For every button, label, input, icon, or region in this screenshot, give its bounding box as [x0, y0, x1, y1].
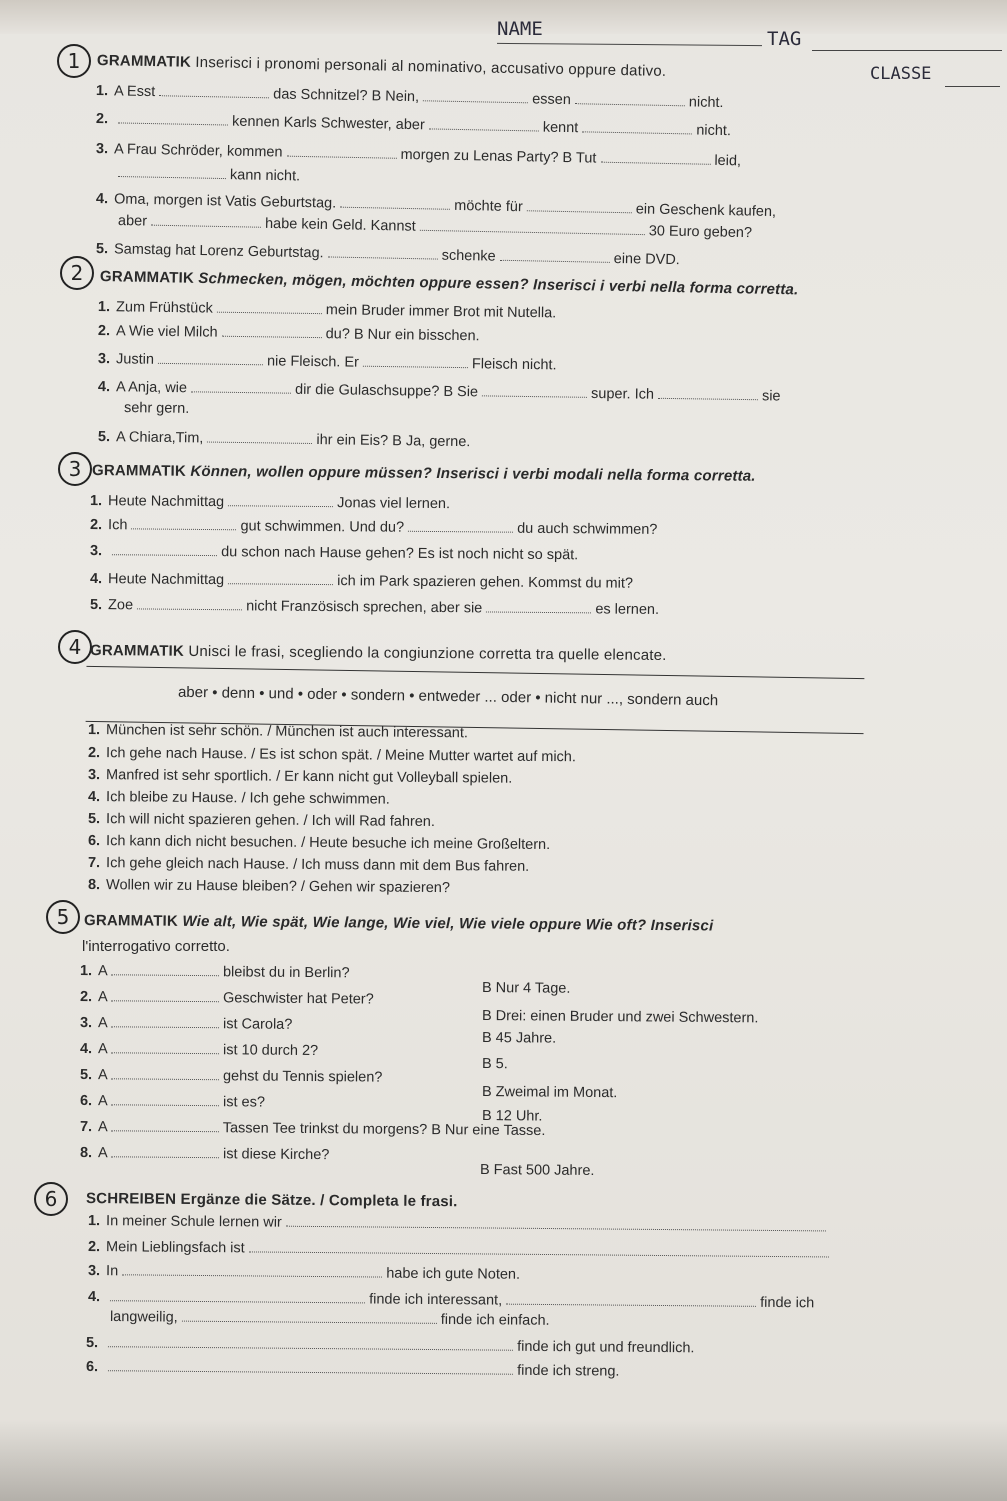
s2-line-2: 2. A Wie viel Milch du? B Nur ein bisschen. — [97, 323, 480, 345]
s3-line-4: 4. Heute Nachmittag ich im Park spazieren gehen. Kommst du mit? — [89, 571, 634, 592]
s4-line-7: 7. Ich gehe gleich nach Hause. / Ich muss dann mit dem Bus fahren. — [87, 855, 530, 875]
s5-answer-5: B Zweimal im Monat. — [481, 1084, 618, 1102]
section-5-title — [84, 912, 713, 934]
section-6-instruction: Ergänze die Sätze. / Completa le frasi. — [180, 1190, 458, 1211]
s2-line-5: 5. A Chiara,Tim, ihr ein Eis? B Ja, gerne. — [97, 429, 471, 451]
s5-line-4: 4. A ist 10 durch 2? — [79, 1041, 319, 1060]
s5-answer-6: B 12 Uhr. — [481, 1108, 543, 1125]
s6-line-1: 1. In meiner Schule lernen wir — [88, 1212, 826, 1235]
day-line — [812, 50, 1002, 51]
s5-line-1: 1. A bleibst du in Berlin? — [79, 963, 350, 982]
section-2-label: GRAMMATIK — [99, 268, 195, 287]
section-2-title — [100, 268, 799, 298]
section-2-instruction: Schmecken, mögen, möchten oppure essen? Inserisci i verbi nella forma corretta. — [198, 269, 799, 299]
s4-line-1: 1. München ist sehr schön. / München ist auch interessant. — [87, 722, 469, 742]
section-3-number: 3 — [58, 452, 92, 486]
s6-line-4b: langweilig, finde ich einfach. — [109, 1309, 550, 1329]
s5-answer-1: B Nur 4 Tage. — [481, 980, 571, 997]
section-4-number: 4 — [58, 630, 92, 664]
s4-line-2: 2. Ich gehe nach Hause. / Es ist schon spät. / Meine Mutter wartet auf mich. — [87, 745, 577, 766]
section-5-instruction-2: l'interrogativo corretto. — [82, 938, 230, 955]
s5-line-7: 7. A Tassen Tee trinkst du morgens? B Nur eine Tasse. — [79, 1119, 546, 1140]
section-6-number: 6 — [34, 1182, 68, 1216]
s5-answer-2: B Drei: einen Bruder und zwei Schwestern. — [481, 1008, 759, 1027]
day-label: TAG — [767, 28, 802, 50]
section-5-label: GRAMMATIK — [83, 912, 179, 930]
name-line — [497, 43, 762, 46]
s2-line-4: 4. A Anja, wie dir die Gulaschsuppe? B Sie super. Ich sie — [97, 379, 781, 405]
section-1-title — [97, 52, 667, 80]
s5-answer-8: B Fast 500 Jahre. — [479, 1162, 595, 1179]
s1-line-3b: kann nicht. — [118, 164, 300, 184]
s3-line-3: 3. du schon nach Hause gehen? Es ist noch nicht so spät. — [89, 543, 579, 564]
s6-line-4: 4. finde ich interessant, finde ich — [87, 1289, 815, 1312]
s5-answer-4: B 5. — [481, 1056, 508, 1073]
s4-line-4: 4. Ich bleibe zu Hause. / Ich gehe schwimmen. — [87, 789, 390, 808]
s3-line-5: 5. Zoe nicht Französisch sprechen, aber sie es lernen. — [89, 597, 660, 618]
section-3-instruction: Können, wollen oppure müssen? Inserisci i verbi modali nella forma corretta. — [190, 462, 756, 485]
s5-answer-3: B 45 Jahre. — [481, 1030, 557, 1047]
s6-line-5: 5. finde ich gut und freundlich. — [85, 1335, 695, 1357]
s1-line-2: 2. kennen Karls Schwester, aber kennt nicht. — [95, 111, 732, 140]
section-1-instruction: Inserisci i pronomi personali al nominativo, accusativo oppure dativo. — [195, 53, 667, 80]
s4-line-3: 3. Manfred ist sehr sportlich. / Er kann nicht gut Volleyball spielen. — [87, 767, 513, 787]
name-label: NAME — [497, 18, 543, 40]
s2-line-1: 1. Zum Frühstück mein Bruder immer Brot mit Nutella. — [97, 299, 557, 322]
bottom-shadow — [0, 1420, 1007, 1501]
s5-line-6: 6. A ist es? — [79, 1093, 266, 1111]
section-6-label: SCHREIBEN — [85, 1190, 177, 1208]
section-2-number: 2 — [60, 256, 94, 290]
s6-line-3: 3. In habe ich gute Noten. — [87, 1263, 521, 1283]
s1-line-5: 5. Samstag hat Lorenz Geburtstag. schenke eine DVD. — [95, 241, 680, 269]
s1-line-1: 1. A Esst das Schnitzel? B Nein, essen nicht. — [95, 83, 724, 112]
section-4-instruction: Unisci le frasi, scegliendo la congiunzione corretta tra quelle elencate. — [188, 642, 667, 665]
s5-line-8: 8. A ist diese Kirche? — [79, 1145, 330, 1164]
s4-line-8: 8. Wollen wir zu Hause bleiben? / Gehen wir spazieren? — [87, 877, 451, 897]
class-line — [945, 86, 1000, 87]
s6-line-2: 2. Mein Lieblingsfach ist — [88, 1238, 829, 1261]
s5-line-2: 2. A Geschwister hat Peter? — [79, 989, 374, 1008]
section-6-title — [86, 1190, 458, 1210]
s1-line-4: 4. Oma, morgen ist Vatis Geburtstag. möchte für ein Geschenk kaufen, — [95, 191, 777, 221]
section-3-title — [92, 462, 756, 485]
s2-line-3: 3. Justin nie Fleisch. Er Fleisch nicht. — [97, 351, 557, 374]
section-4-title — [90, 642, 667, 664]
s3-line-1: 1. Heute Nachmittag Jonas viel lernen. — [89, 493, 451, 513]
s5-line-3: 3. A ist Carola? — [79, 1015, 293, 1033]
s6-line-6: 6. finde ich streng. — [85, 1359, 620, 1380]
section-4-label: GRAMMATIK — [89, 642, 185, 660]
section-5-number: 5 — [46, 900, 80, 934]
s4-line-5: 5. Ich will nicht spazieren gehen. / Ich will Rad fahren. — [87, 811, 435, 831]
conjunction-options: aber • denn • und • oder • sondern • entweder ... oder • nicht nur ..., sondern auch — [177, 683, 719, 710]
s4-line-6: 6. Ich kann dich nicht besuchen. / Heute besuche ich meine Großeltern. — [87, 833, 551, 854]
section-3-label: GRAMMATIK — [91, 462, 187, 480]
s3-line-2: 2. Ich gut schwimmen. Und du? du auch schwimmen? — [89, 517, 658, 538]
s2-line-4b: sehr gern. — [123, 400, 190, 417]
s1-line-3: 3. A Frau Schröder, kommen morgen zu Lenas Party? B Tut leid, — [95, 141, 742, 170]
section-5-instruction: Wie alt, Wie spät, Wie lange, Wie viel, Wie viele oppure Wie oft? Inserisci — [182, 912, 714, 935]
s5-line-5: 5. A gehst du Tennis spielen? — [79, 1067, 383, 1086]
s1-line-4b: aber habe kein Geld. Kannst 30 Euro geben? — [117, 213, 753, 242]
section-1-label: GRAMMATIK — [96, 52, 192, 71]
class-label: CLASSE — [870, 64, 932, 84]
section-1-number: 1 — [57, 44, 91, 78]
